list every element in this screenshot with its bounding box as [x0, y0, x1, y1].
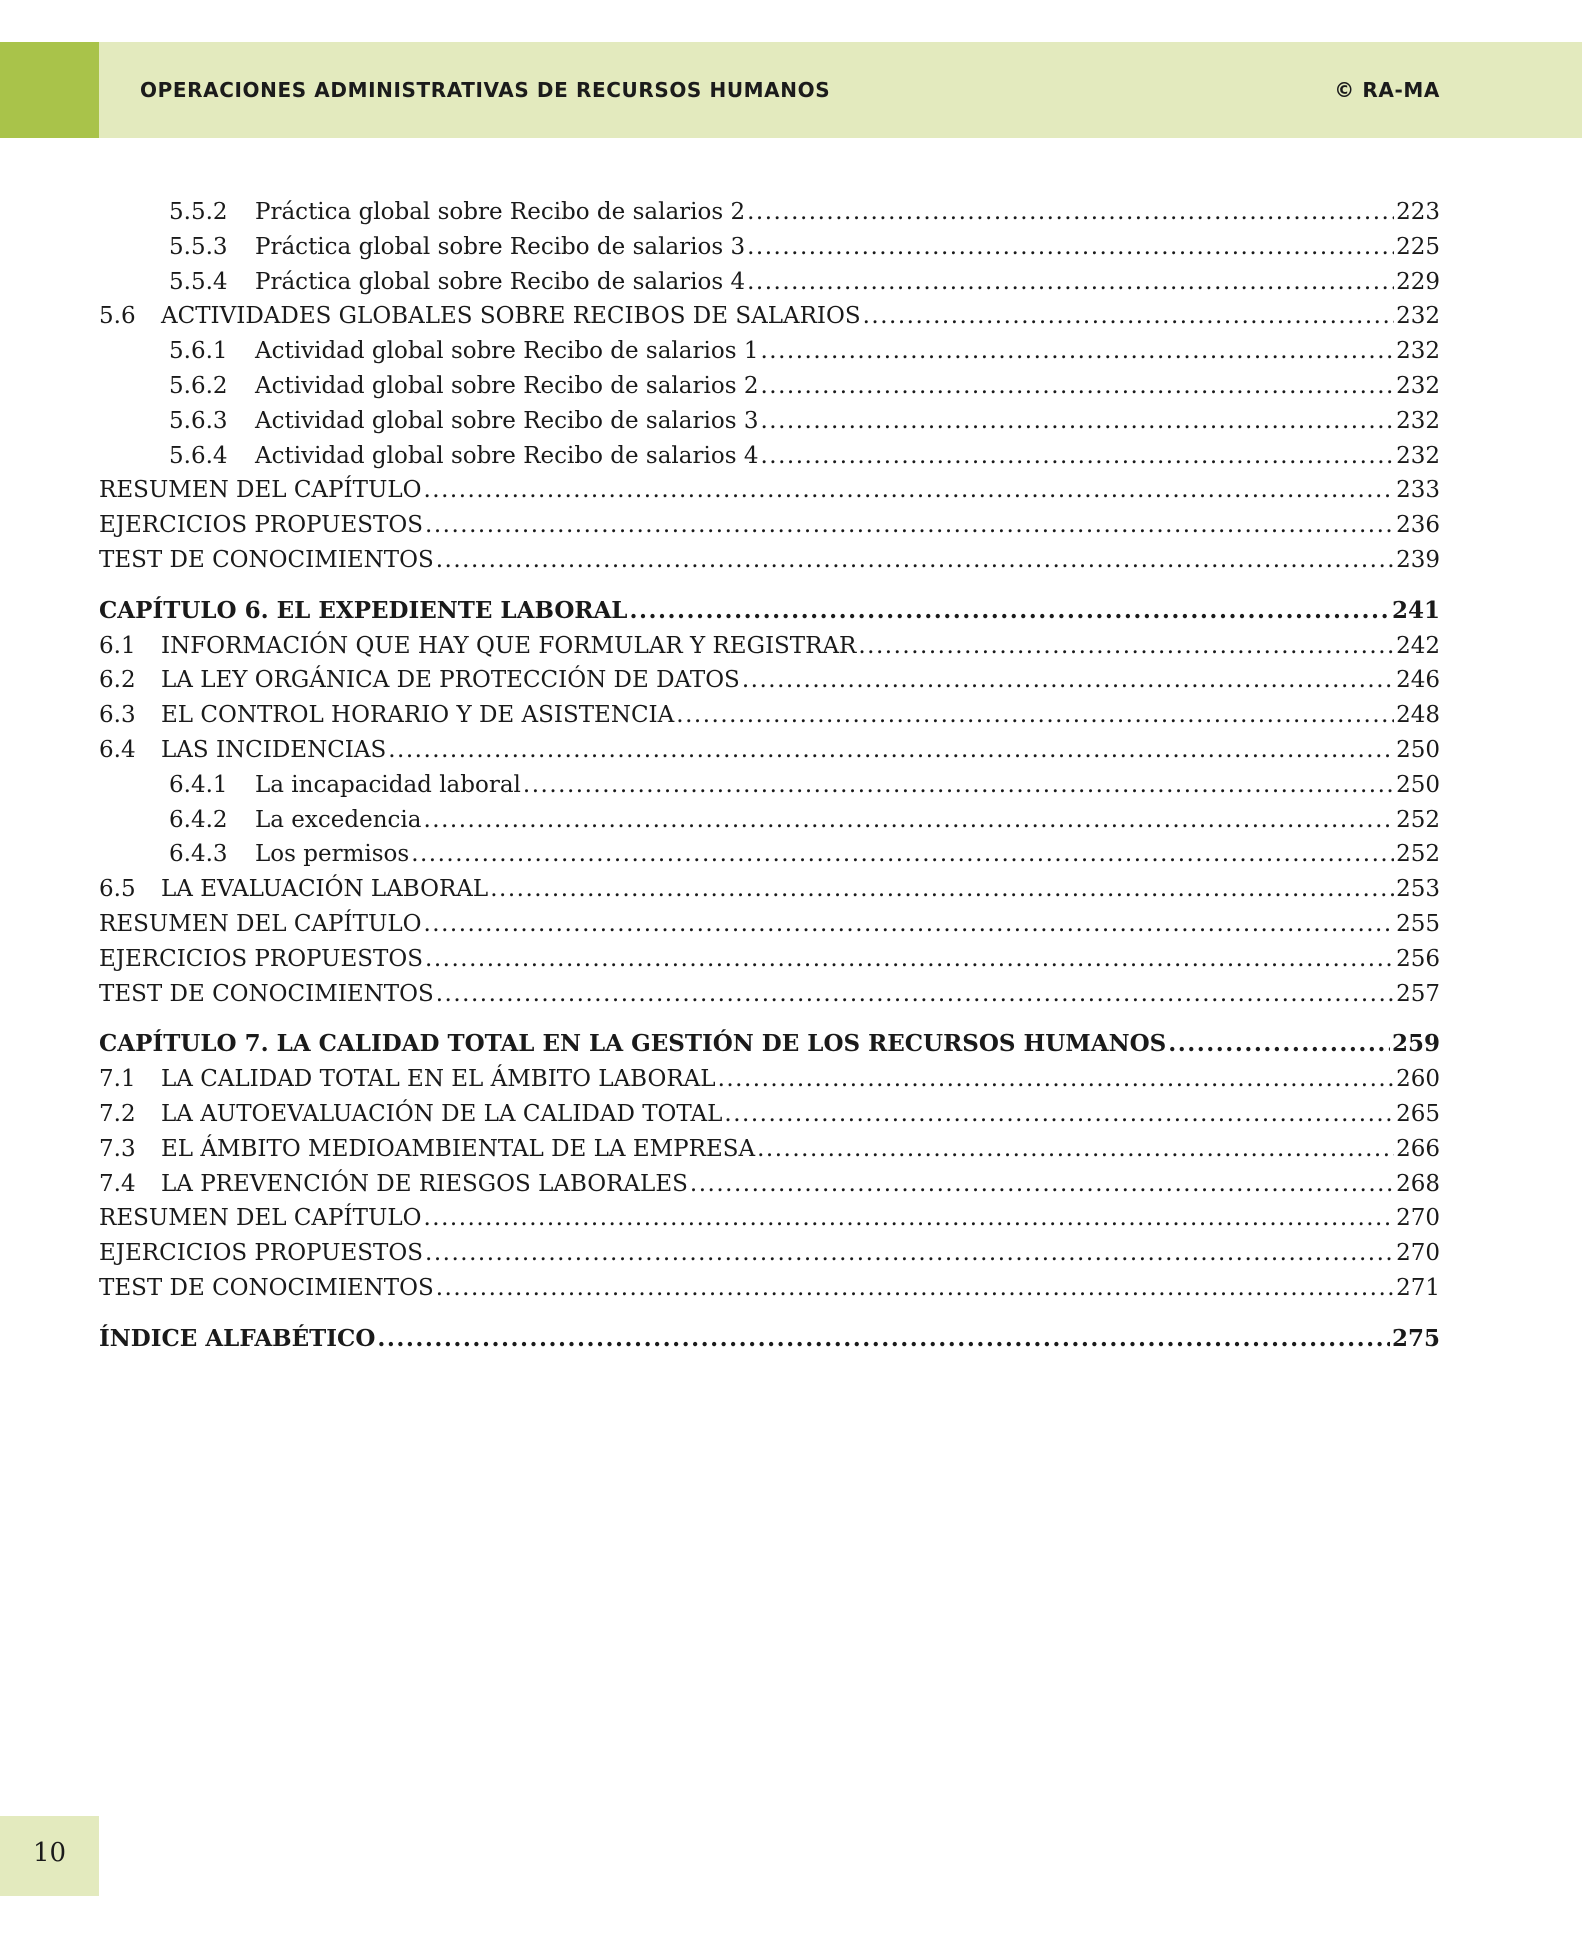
toc-entry-page: 250: [1396, 771, 1440, 798]
toc-entry-page: 241: [1391, 596, 1440, 624]
toc-dot-leader: [423, 907, 1394, 942]
toc-entry[interactable]: [99, 1097, 1440, 1132]
toc-entry-number: 6.2: [99, 667, 136, 694]
toc-entry-page: 236: [1396, 512, 1440, 539]
toc-dot-leader: [423, 1201, 1394, 1236]
toc-entry-title: Actividad global sobre Recibo de salarios 1: [255, 338, 759, 365]
toc-entry-number: 7.2: [99, 1100, 136, 1127]
toc-entry-page: 252: [1396, 806, 1440, 833]
toc-entry-title: TEST DE CONOCIMIENTOS: [99, 546, 434, 573]
toc-entry-page: 248: [1396, 702, 1440, 729]
toc-entry-page: 253: [1396, 876, 1440, 903]
toc-entry-title: Actividad global sobre Recibo de salarios 4: [255, 442, 759, 469]
toc-entry-title: EJERCICIOS PROPUESTOS: [99, 512, 424, 539]
toc-entry-title: LA CALIDAD TOTAL EN EL ÁMBITO LABORAL: [161, 1066, 716, 1093]
toc-entry-title: La incapacidad laboral: [255, 771, 521, 798]
toc-entry-number: 7.3: [99, 1135, 136, 1162]
toc-entry-page: 232: [1396, 442, 1440, 469]
toc-entry[interactable]: [99, 837, 1440, 872]
toc-dot-leader: [747, 230, 1394, 265]
toc-entry-number: 5.6: [99, 303, 136, 330]
toc-entry-title: EL ÁMBITO MEDIOAMBIENTAL DE LA EMPRESA: [161, 1135, 756, 1162]
toc-entry-page: 232: [1396, 338, 1440, 365]
toc-entry-page: 265: [1396, 1100, 1440, 1127]
toc-dot-leader: [523, 768, 1394, 803]
toc-entry-page: 232: [1396, 407, 1440, 434]
toc-dot-leader: [760, 404, 1394, 439]
toc-dot-leader: [388, 733, 1394, 768]
toc-dot-leader: [747, 265, 1394, 300]
toc-entry-title: LAS INCIDENCIAS: [161, 736, 387, 763]
table-of-contents: [99, 195, 1440, 1357]
toc-chapter-entry[interactable]: [99, 1027, 1440, 1062]
toc-entry-page: 266: [1396, 1135, 1440, 1162]
toc-dot-leader: [425, 1236, 1394, 1271]
toc-entry[interactable]: [99, 1236, 1440, 1271]
toc-entry[interactable]: [99, 404, 1440, 439]
toc-entry-page: 256: [1396, 945, 1440, 972]
toc-dot-leader: [676, 698, 1394, 733]
toc-entry-title: ACTIVIDADES GLOBALES SOBRE RECIBOS DE SALARIOS: [161, 303, 861, 330]
toc-entry[interactable]: [99, 977, 1440, 1012]
toc-entry-page: 270: [1396, 1240, 1440, 1267]
toc-entry-title: LA EVALUACIÓN LABORAL: [161, 876, 489, 903]
toc-dot-leader: [724, 1097, 1394, 1132]
toc-entry-page: 233: [1396, 477, 1440, 504]
toc-entry-number: 7.4: [99, 1170, 136, 1197]
toc-entry-number: 6.3: [99, 702, 136, 729]
toc-entry[interactable]: [99, 1167, 1440, 1202]
header-color-tab: [0, 42, 99, 138]
toc-dot-leader: [629, 594, 1390, 629]
toc-entry[interactable]: [99, 473, 1440, 508]
toc-entry-title: RESUMEN DEL CAPÍTULO: [99, 1205, 422, 1232]
toc-dot-leader: [423, 803, 1394, 838]
toc-entry-title: TEST DE CONOCIMIENTOS: [99, 980, 434, 1007]
toc-entry-page: 259: [1391, 1030, 1440, 1058]
toc-entry-title: RESUMEN DEL CAPÍTULO: [99, 910, 422, 937]
toc-entry-title: INFORMACIÓN QUE HAY QUE FORMULAR Y REGISTRAR: [161, 632, 857, 659]
toc-entry[interactable]: [99, 195, 1440, 230]
toc-entry-page: 260: [1396, 1066, 1440, 1093]
toc-chapter-entry[interactable]: [99, 1322, 1440, 1357]
toc-entry-title: RESUMEN DEL CAPÍTULO: [99, 477, 422, 504]
toc-dot-leader: [760, 439, 1394, 474]
toc-entry[interactable]: [99, 543, 1440, 578]
toc-entry-page: 232: [1396, 372, 1440, 399]
toc-entry[interactable]: [99, 265, 1440, 300]
toc-dot-leader: [718, 1062, 1395, 1097]
toc-dot-leader: [436, 977, 1394, 1012]
toc-dot-leader: [742, 663, 1394, 698]
toc-dot-leader: [690, 1167, 1394, 1202]
toc-entry[interactable]: [99, 872, 1440, 907]
toc-entry-title: Práctica global sobre Recibo de salarios 4: [255, 268, 746, 295]
publisher-copyright: © RA-MA: [1334, 78, 1440, 102]
toc-entry-page: 223: [1396, 199, 1440, 225]
toc-entry[interactable]: [99, 803, 1440, 838]
toc-entry-page: 257: [1396, 980, 1440, 1007]
toc-dot-leader: [863, 299, 1394, 334]
toc-entry-title: LA AUTOEVALUACIÓN DE LA CALIDAD TOTAL: [161, 1100, 723, 1127]
toc-entry-title: TEST DE CONOCIMIENTOS: [99, 1274, 434, 1301]
toc-entry-number: 5.6.4: [169, 442, 228, 469]
toc-dot-leader: [747, 195, 1394, 230]
toc-entry-title: EJERCICIOS PROPUESTOS: [99, 1240, 424, 1267]
toc-dot-leader: [411, 837, 1394, 872]
page-header: [0, 42, 1582, 138]
toc-entry-title: Práctica global sobre Recibo de salarios 2: [255, 199, 746, 225]
toc-entry[interactable]: [99, 1062, 1440, 1097]
toc-entry-page: 229: [1396, 268, 1440, 295]
toc-entry-number: 5.6.3: [169, 407, 228, 434]
toc-dot-leader: [760, 369, 1394, 404]
toc-entry[interactable]: [99, 629, 1440, 664]
page-number: 10: [32, 1838, 67, 1868]
toc-entry-page: 275: [1391, 1324, 1440, 1352]
toc-entry-page: 242: [1396, 632, 1440, 659]
toc-dot-leader: [760, 334, 1394, 369]
toc-entry[interactable]: [99, 369, 1440, 404]
toc-entry-title: La excedencia: [255, 806, 422, 833]
toc-dot-leader: [858, 629, 1394, 664]
toc-entry-title: EJERCICIOS PROPUESTOS: [99, 945, 424, 972]
toc-dot-leader: [425, 942, 1394, 977]
book-title: OPERACIONES ADMINISTRATIVAS DE RECURSOS HUMANOS: [140, 78, 831, 102]
toc-dot-leader: [425, 508, 1394, 543]
toc-entry[interactable]: [99, 439, 1440, 474]
toc-entry-title: LA LEY ORGÁNICA DE PROTECCIÓN DE DATOS: [161, 667, 740, 694]
toc-entry-page: 255: [1396, 910, 1440, 937]
toc-entry[interactable]: [99, 733, 1440, 768]
toc-dot-leader: [436, 543, 1394, 578]
toc-entry-number: 6.4.2: [169, 806, 228, 833]
toc-dot-leader: [436, 1271, 1394, 1306]
toc-entry-number: 5.5.2: [169, 199, 228, 225]
toc-dot-leader: [423, 473, 1394, 508]
toc-dot-leader: [757, 1132, 1394, 1167]
toc-entry[interactable]: [99, 508, 1440, 543]
toc-entry-title: ÍNDICE ALFABÉTICO: [99, 1324, 376, 1352]
toc-entry-number: 5.5.4: [169, 268, 228, 295]
toc-entry-title: CAPÍTULO 7. LA CALIDAD TOTAL EN LA GESTIÓN DE LOS RECURSOS HUMANOS: [99, 1030, 1167, 1058]
toc-entry-page: 271: [1396, 1274, 1440, 1301]
toc-entry-title: LA PREVENCIÓN DE RIESGOS LABORALES: [161, 1170, 688, 1197]
toc-entry[interactable]: [99, 1201, 1440, 1236]
toc-entry[interactable]: [99, 907, 1440, 942]
toc-entry-number: 7.1: [99, 1066, 136, 1093]
toc-entry-title: Práctica global sobre Recibo de salarios 3: [255, 233, 746, 260]
toc-entry-page: 239: [1396, 546, 1440, 573]
toc-dot-leader: [1168, 1027, 1390, 1062]
toc-entry[interactable]: [99, 334, 1440, 369]
toc-entry[interactable]: [99, 698, 1440, 733]
toc-entry-number: 6.4: [99, 736, 136, 763]
toc-dot-leader: [490, 872, 1394, 907]
toc-entry-title: Los permisos: [255, 841, 410, 868]
toc-entry-title: CAPÍTULO 6. EL EXPEDIENTE LABORAL: [99, 596, 628, 624]
toc-entry-number: 5.6.2: [169, 372, 228, 399]
toc-entry-number: 6.5: [99, 876, 136, 903]
toc-entry[interactable]: [99, 230, 1440, 265]
toc-entry[interactable]: [99, 663, 1440, 698]
toc-entry-number: 6.1: [99, 632, 136, 659]
toc-entry-page: 268: [1396, 1170, 1440, 1197]
toc-entry-number: 5.5.3: [169, 233, 228, 260]
toc-entry-page: 252: [1396, 841, 1440, 868]
toc-entry-page: 270: [1396, 1205, 1440, 1232]
toc-entry-number: 6.4.3: [169, 841, 228, 868]
toc-entry-title: Actividad global sobre Recibo de salarios 2: [255, 372, 759, 399]
toc-entry-page: 250: [1396, 736, 1440, 763]
toc-entry-page: 246: [1396, 667, 1440, 694]
toc-entry-page: 225: [1396, 233, 1440, 260]
toc-entry[interactable]: [99, 299, 1440, 334]
toc-chapter-entry[interactable]: [99, 594, 1440, 629]
toc-entry-number: 6.4.1: [169, 771, 228, 798]
toc-entry[interactable]: [99, 1132, 1440, 1167]
toc-entry-page: 232: [1396, 303, 1440, 330]
toc-dot-leader: [377, 1322, 1390, 1357]
toc-entry[interactable]: [99, 942, 1440, 977]
toc-entry[interactable]: [99, 768, 1440, 803]
toc-entry-title: EL CONTROL HORARIO Y DE ASISTENCIA: [161, 702, 675, 729]
toc-entry[interactable]: [99, 1271, 1440, 1306]
toc-entry-number: 5.6.1: [169, 338, 228, 365]
toc-entry-title: Actividad global sobre Recibo de salarios 3: [255, 407, 759, 434]
